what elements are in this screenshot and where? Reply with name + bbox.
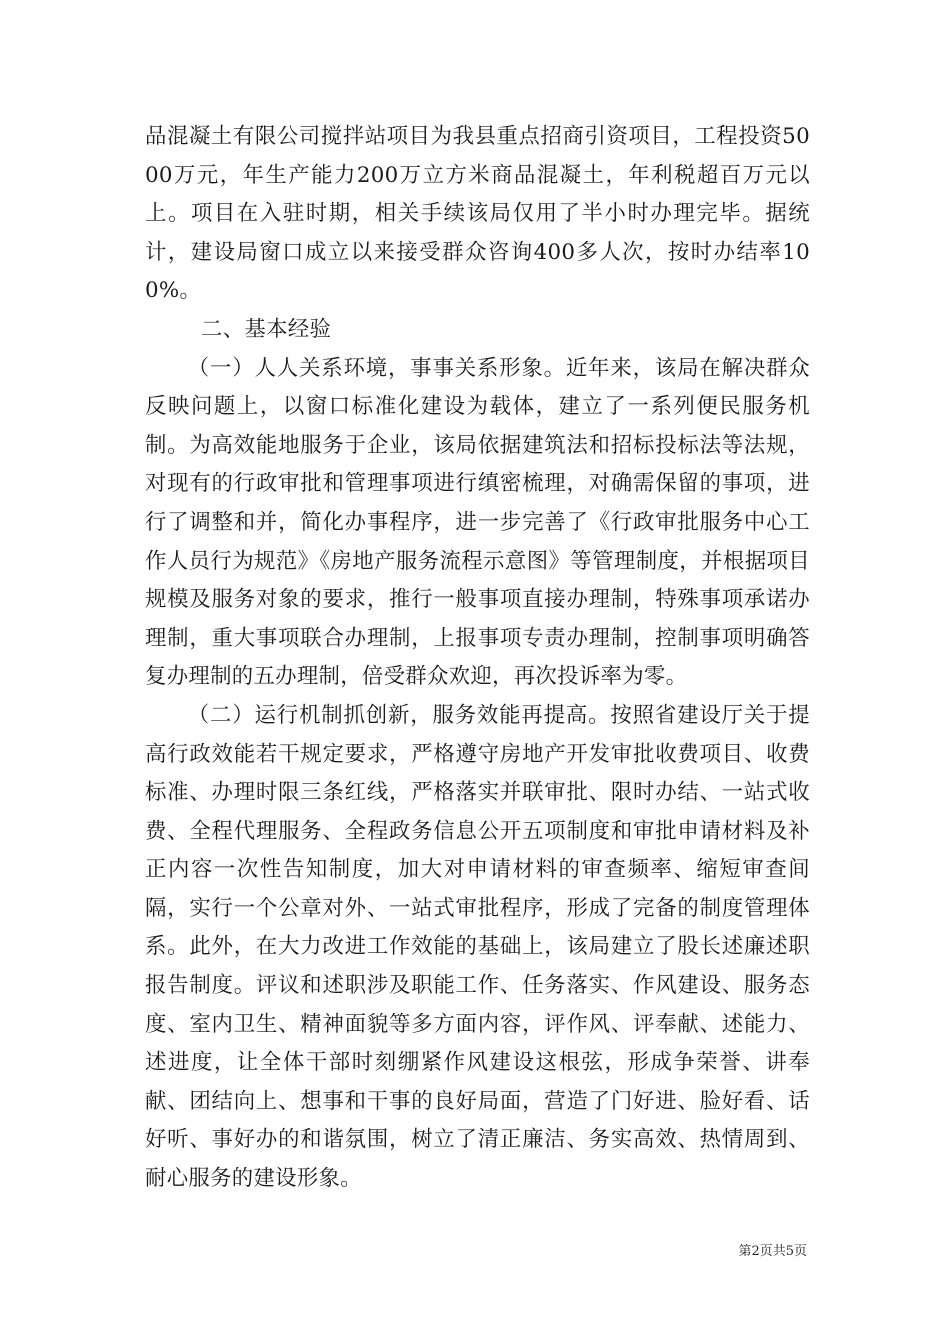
paragraph-2: （一）人人关系环境，事事关系形象。近年来，该局在解决群众反映问题上，以窗口标准化建设为载体，建立了一系列便民服务机制。为高效能地服务于企业，该局依据建筑法和招标投标法等法规，对现有的行政审批和管理事项进行缜密梳理，对确需保留的事项，进行了调整和并，简化办事程序，进一步完善了《行政审批服务中心工作人员行为规范》《房地产服务流程示意图》等管理制度，并根据项目规模及服务对象的要求，推行一般事项直接办理制，特殊事项承诺办理制，重大事项联合办理制，上报事项专责办理制，控制事项明确答复办理制的五办理制，倍受群众欢迎，再次投诉率为零。 xyxy=(145,355,810,690)
paragraph-3: （二）运行机制抓创新，服务效能再提高。按照省建设厅关于提高行政效能若干规定要求，严格遵守房地产开发审批收费项目、收费标准、办理时限三条红线，严格落实并联审批、限时办结、一站式收费、全程代理服务、全程政务信息公开五项制度和审批申请材料及补正内容一次性告知制度，加大对申请材料的审查频率、缩短审查间隔，实行一个公章对外、一站式审批程序，形成了完备的制度管理体系。此外，在大力改进工作效能的基础上，该局建立了股长述廉述职报告制度。评议和述职涉及职能工作、任务落实、作风建设、服务态度、室内卫生、精神面貌等多方面内容，评作风、评奉献、述能力、述进度，让全体干部时刻绷紧作风建设这根弦，形成争荣誉、讲奉献、团结向上、想事和干事的良好局面，营造了门好进、脸好看、话好听、事好办的和谐氛围，树立了清正廉洁、务实高效、热情周到、耐心服务的建设形象。 xyxy=(145,702,810,1192)
page-number-footer: 第2页共5页 xyxy=(738,1244,807,1259)
section-heading: 二、基本经验 xyxy=(201,316,332,342)
document-body xyxy=(145,118,810,1199)
paragraph-1: 品混凝土有限公司搅拌站项目为我县重点招商引资项目，工程投资5000万元，年生产能力200万立方米商品混凝土，年利税超百万元以上。项目在入驻时期，相关手续该局仅用了半小时办理完毕。据统计，建设局窗口成立以来接受群众咨询400多人次，按时办结率100%。 xyxy=(145,124,810,304)
